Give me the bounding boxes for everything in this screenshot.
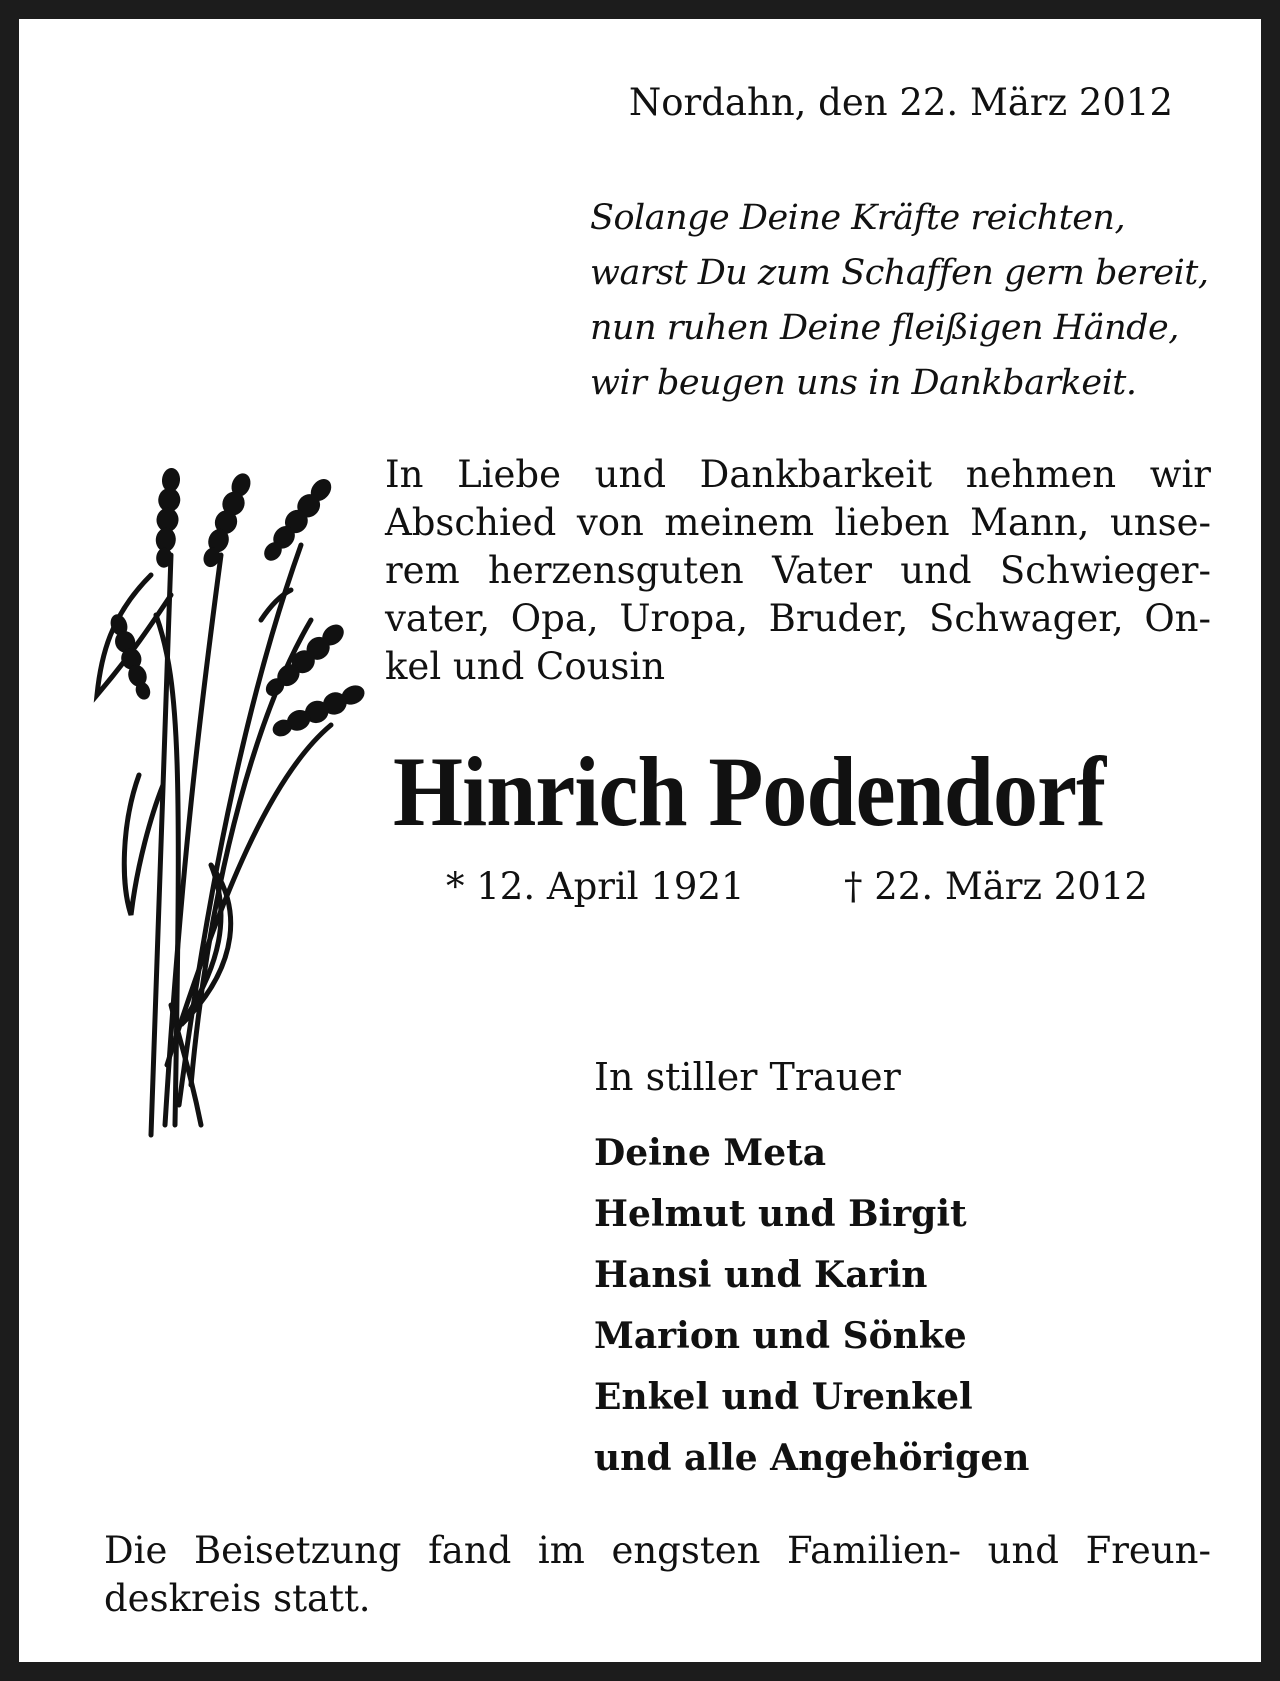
family-member: und alle Angehörigen (594, 1437, 1030, 1479)
poem-line: Solange Deine Kräfte reichten, (590, 198, 1126, 238)
poem-line: wir beugen uns in Dankbarkeit. (590, 363, 1137, 403)
closing-line: deskreis statt. (104, 1577, 371, 1620)
wheat-icon (71, 445, 371, 1145)
family-member: Hansi und Karin (594, 1254, 928, 1296)
intro-line: In Liebe und Dankbarkeit nehmen wir (385, 453, 1211, 496)
intro-line: kel und Cousin (385, 645, 666, 688)
family-member: Helmut und Birgit (594, 1193, 967, 1235)
deceased-name: Hinrich Podendorf (393, 736, 1106, 847)
intro-line: vater, Opa, Uropa, Bruder, Schwager, On- (385, 597, 1211, 640)
intro-line: rem herzensguten Vater und Schwieger- (385, 549, 1211, 592)
death-date: † 22. März 2012 (844, 865, 1148, 908)
family-member: Marion und Sönke (594, 1315, 967, 1357)
mourning-line: In stiller Trauer (594, 1055, 901, 1099)
poem-line: warst Du zum Schaffen gern bereit, (590, 253, 1209, 293)
intro-text (385, 451, 1211, 691)
family-member: Deine Meta (594, 1132, 827, 1174)
poem-line: nun ruhen Deine fleißigen Hände, (590, 308, 1179, 348)
birth-date: * 12. April 1921 (446, 865, 745, 908)
family-list (594, 1123, 1029, 1489)
place-date: Nordahn, den 22. März 2012 (628, 81, 1173, 124)
intro-line: Abschied von meinem lieben Mann, unse- (385, 501, 1211, 544)
poem (590, 191, 1208, 411)
family-member: Enkel und Urenkel (594, 1376, 973, 1418)
closing-line: Die Beisetzung fand im engsten Familien- und Freun- (104, 1529, 1211, 1572)
closing-text (104, 1527, 1211, 1623)
